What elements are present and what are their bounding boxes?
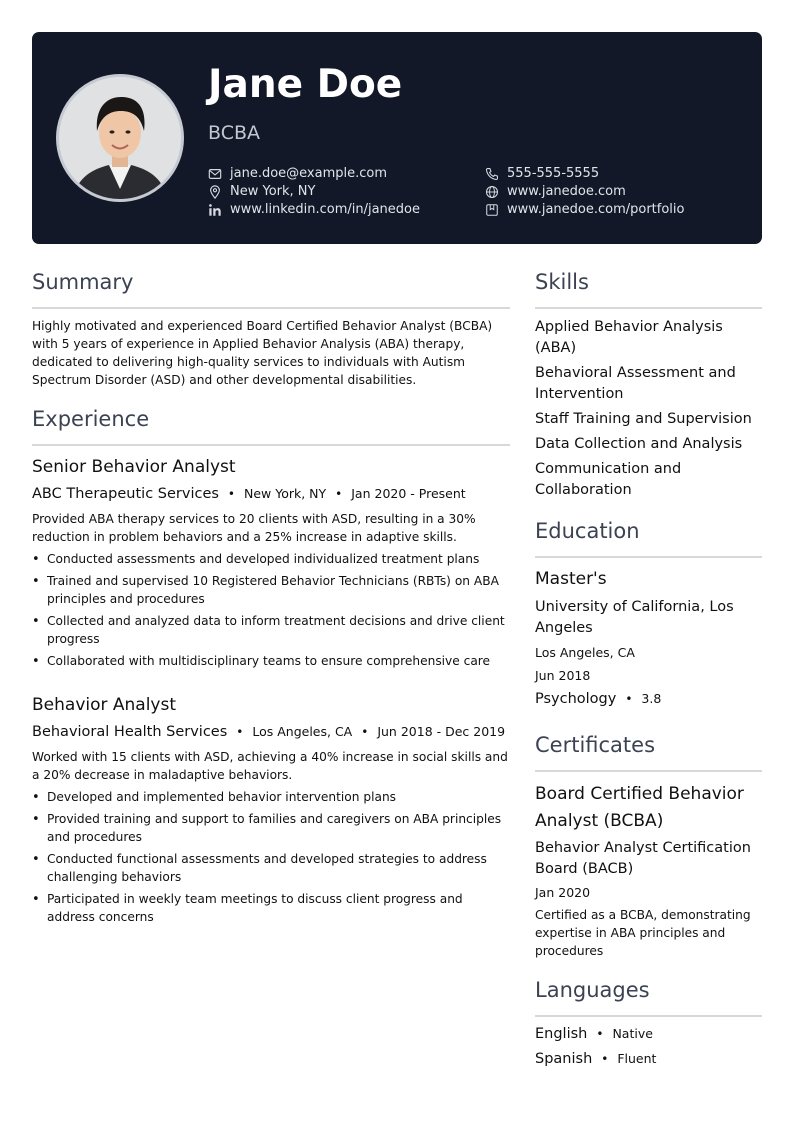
separator-dot: • — [601, 1052, 609, 1066]
candidate-role: BCBA — [208, 122, 260, 144]
contact-portfolio[interactable] — [485, 202, 685, 217]
portrait-illustration — [59, 77, 181, 199]
job-dates: Jun 2018 - Dec 2019 — [377, 724, 506, 739]
skill-item: Data Collection and Analysis — [535, 436, 743, 452]
certificate-issuer: Behavior Analyst Certification Board (BACB) — [535, 840, 751, 877]
language-item — [535, 1051, 656, 1067]
website-text: www.janedoe.com — [507, 184, 626, 199]
list-item: • Conducted functional assessments and developed strategies to address challenging behaviors — [32, 850, 510, 886]
job-meta — [32, 724, 505, 740]
skill-item: Communication and Collaboration — [535, 461, 682, 498]
job-dates: Jan 2020 - Present — [351, 486, 466, 501]
education-field: Psychology — [535, 691, 617, 707]
education-heading: Education — [535, 519, 640, 543]
job-title: Behavior Analyst — [32, 695, 177, 715]
linkedin-text: www.linkedin.com/in/janedoe — [230, 202, 420, 217]
portfolio-icon — [485, 203, 499, 217]
phone-icon — [485, 167, 499, 181]
certificate-date: Jan 2020 — [535, 885, 591, 900]
separator-dot: • — [227, 487, 235, 501]
certificate-description: Certified as a BCBA, demonstrating expertise in ABA principles and procedures — [535, 908, 751, 958]
summary-heading: Summary — [32, 270, 134, 294]
resume-header — [32, 32, 762, 244]
language-item — [535, 1026, 653, 1042]
list-item: • Participated in weekly team meetings to discuss client progress and address concerns — [32, 890, 510, 926]
job-summary: Provided ABA therapy services to 20 clients with ASD, resulting in a 30% reduction in problem behaviors and a 25% increase in adaptive skills. — [32, 512, 476, 544]
education-divider — [535, 556, 762, 558]
education-school: University of California, Los Angeles — [535, 599, 734, 636]
job-title: Senior Behavior Analyst — [32, 457, 236, 477]
skill-item: Behavioral Assessment and Intervention — [535, 365, 736, 402]
certificates-divider — [535, 770, 762, 772]
job-bullets — [32, 788, 510, 930]
contact-location — [208, 184, 315, 199]
separator-dot: • — [361, 725, 369, 739]
certificate-name: Board Certified Behavior Analyst (BCBA) — [535, 784, 744, 831]
list-item: • Provided training and support to families and caregivers on ABA principles and procedures — [32, 810, 510, 846]
education-date: Jun 2018 — [535, 668, 591, 683]
list-item: • Collected and analyzed data to inform treatment decisions and drive client progress — [32, 612, 510, 648]
list-item: • Trained and supervised 10 Registered Behavior Technicians (RBTs) on ABA principles and procedures — [32, 572, 510, 608]
language-level: Native — [612, 1026, 653, 1041]
location-text: New York, NY — [230, 184, 316, 199]
job-company: ABC Therapeutic Services — [32, 486, 219, 502]
language-name: Spanish — [535, 1051, 593, 1067]
separator-dot: • — [335, 487, 343, 501]
separator-dot: • — [596, 1027, 604, 1041]
skills-divider — [535, 307, 762, 309]
list-item: • Conducted assessments and developed individualized treatment plans — [32, 550, 510, 568]
candidate-name: Jane Doe — [208, 62, 403, 107]
skill-item: Applied Behavior Analysis (ABA) — [535, 319, 723, 356]
contact-linkedin[interactable] — [208, 202, 420, 217]
mail-icon — [208, 167, 222, 181]
education-location: Los Angeles, CA — [535, 645, 635, 660]
skills-heading: Skills — [535, 270, 589, 294]
profile-photo — [56, 74, 184, 202]
contact-website[interactable] — [485, 184, 626, 199]
job-meta — [32, 486, 466, 502]
job-bullets — [32, 550, 510, 674]
languages-heading: Languages — [535, 978, 650, 1002]
education-field-row — [535, 691, 661, 707]
job-location: New York, NY — [244, 486, 327, 501]
job-summary: Worked with 15 clients with ASD, achieving a 40% increase in social skills and a 20% decrease in maladaptive behaviors. — [32, 750, 508, 782]
contact-phone[interactable] — [485, 166, 599, 181]
education-degree: Master's — [535, 569, 607, 589]
experience-heading: Experience — [32, 407, 150, 431]
language-level: Fluent — [617, 1051, 657, 1066]
separator-dot: • — [236, 725, 244, 739]
phone-text: 555-555-5555 — [507, 166, 600, 181]
job-location: Los Angeles, CA — [252, 724, 353, 739]
skill-item: Staff Training and Supervision — [535, 411, 752, 427]
job-company: Behavioral Health Services — [32, 724, 228, 740]
language-name: English — [535, 1026, 588, 1042]
map-pin-icon — [208, 185, 222, 199]
summary-divider — [32, 307, 510, 309]
education-gpa: 3.8 — [641, 691, 662, 706]
list-item: • Collaborated with multidisciplinary teams to ensure comprehensive care — [32, 652, 510, 670]
list-item: • Developed and implemented behavior intervention plans — [32, 788, 510, 806]
experience-divider — [32, 444, 510, 446]
contact-email[interactable] — [208, 166, 387, 181]
certificates-heading: Certificates — [535, 733, 656, 757]
email-text: jane.doe@example.com — [230, 166, 388, 181]
globe-icon — [485, 185, 499, 199]
portfolio-text: www.janedoe.com/portfolio — [507, 202, 685, 217]
summary-text: Highly motivated and experienced Board Certified Behavior Analyst (BCBA) with 5 years of experience in Applied Behavior Analysis (ABA) therapy, dedicated to delivering high-quality services to individuals with Autism Spectrum Disorder (ASD) and other developmental disabilities. — [32, 319, 493, 387]
separator-dot: • — [625, 692, 633, 706]
languages-divider — [535, 1015, 762, 1017]
linkedin-icon — [208, 203, 222, 217]
